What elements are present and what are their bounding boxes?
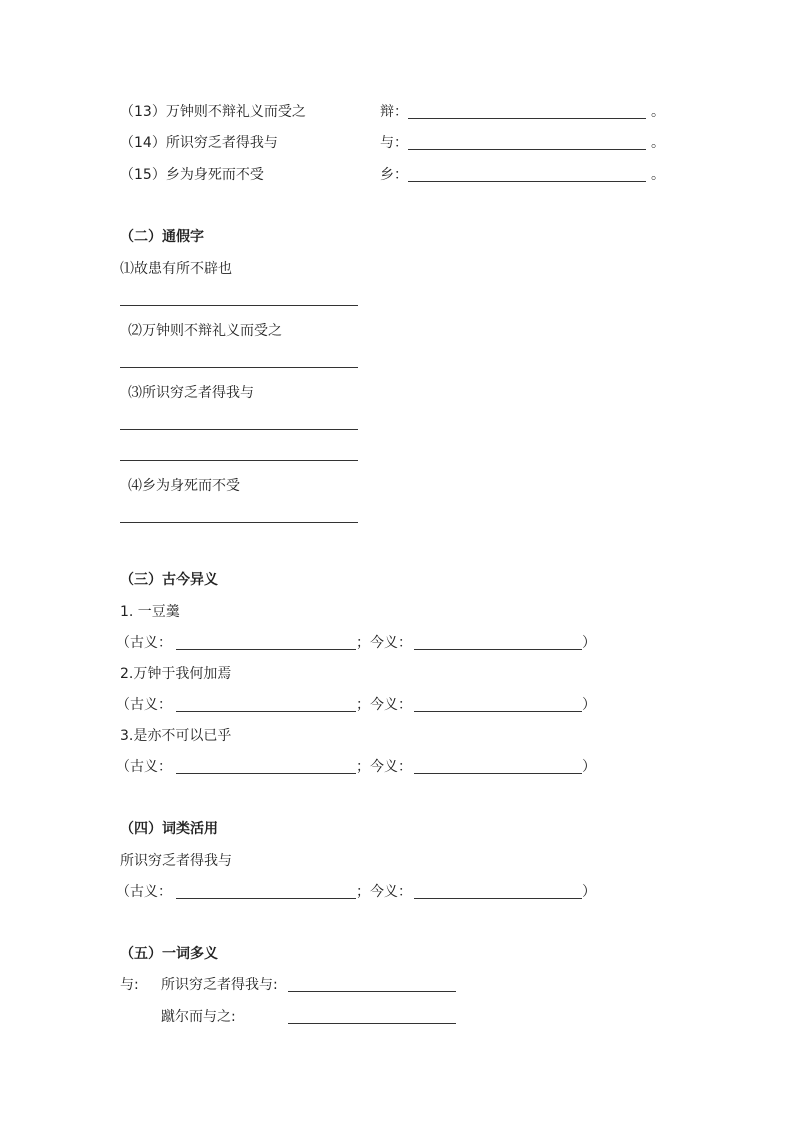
- gujin-2-old-line[interactable]: [176, 711, 356, 712]
- yici-char: 与:: [120, 977, 139, 993]
- item-15-period: 。: [651, 167, 665, 183]
- gujin-2-close: ）: [582, 697, 596, 713]
- gujin-1-new-label: ；今义：: [356, 635, 412, 651]
- item-13-period: 。: [651, 104, 665, 120]
- cilei-item-1: 所识穷乏者得我与: [120, 853, 232, 869]
- gujin-2-new-line[interactable]: [414, 711, 582, 712]
- tongjiazi-item-1: ⑴故患有所不辟也: [120, 261, 232, 277]
- cilei-new-line[interactable]: [414, 898, 582, 899]
- gujin-1-old-label: （古义：: [116, 635, 172, 651]
- gujin-2-new-label: ；今义：: [356, 697, 412, 713]
- cilei-old-label: （古义：: [116, 884, 172, 900]
- item-15-answer-line[interactable]: [408, 181, 646, 182]
- yici-item-2: 蹴尔而与之:: [161, 1009, 236, 1025]
- item-15-text: （15）乡为身死而不受: [120, 167, 264, 183]
- yici-answer-line-1[interactable]: [288, 991, 456, 992]
- section-tongjiazi-title: （二）通假字: [120, 229, 204, 245]
- gujin-item-3: 3.是亦不可以已乎: [120, 728, 232, 744]
- yici-item-1: 所识穷乏者得我与:: [161, 977, 278, 993]
- gujin-2-old-label: （古义：: [116, 697, 172, 713]
- section-yici-title: （五）一词多义: [120, 946, 218, 962]
- gujin-1-new-line[interactable]: [414, 649, 582, 650]
- section-gujin-title: （三）古今异义: [120, 572, 218, 588]
- cilei-new-label: ；今义：: [356, 884, 412, 900]
- gujin-3-close: ）: [582, 759, 596, 775]
- yici-answer-line-2[interactable]: [288, 1023, 456, 1024]
- tongjiazi-item-3: ⑶所识穷乏者得我与: [128, 385, 254, 401]
- cilei-old-line[interactable]: [176, 898, 356, 899]
- gujin-item-2: 2.万钟于我何加焉: [120, 666, 232, 682]
- tongjiazi-answer-line-3a[interactable]: [120, 429, 358, 430]
- tongjiazi-answer-line-2[interactable]: [120, 367, 358, 368]
- gujin-1-close: ）: [582, 635, 596, 651]
- item-14-answer-line[interactable]: [408, 149, 646, 150]
- item-13-label: 辩：: [380, 104, 408, 120]
- section-cilei-title: （四）词类活用: [120, 821, 218, 837]
- gujin-3-old-line[interactable]: [176, 773, 356, 774]
- item-13-answer-line[interactable]: [408, 118, 646, 119]
- gujin-3-new-line[interactable]: [414, 773, 582, 774]
- tongjiazi-item-4: ⑷乡为身死而不受: [128, 478, 240, 494]
- item-14-text: （14）所识穷乏者得我与: [120, 135, 278, 151]
- item-15-label: 乡：: [380, 167, 408, 183]
- tongjiazi-item-2: ⑵万钟则不辩礼义而受之: [128, 323, 282, 339]
- item-13-text: （13）万钟则不辩礼义而受之: [120, 104, 306, 120]
- gujin-1-old-line[interactable]: [176, 649, 356, 650]
- tongjiazi-answer-line-3b[interactable]: [120, 460, 358, 461]
- gujin-3-old-label: （古义：: [116, 759, 172, 775]
- gujin-item-1: 1. 一豆羹: [120, 604, 180, 620]
- gujin-3-new-label: ；今义：: [356, 759, 412, 775]
- cilei-close: ）: [582, 884, 596, 900]
- item-14-period: 。: [651, 135, 665, 151]
- tongjiazi-answer-line-1[interactable]: [120, 305, 358, 306]
- item-14-label: 与：: [380, 135, 408, 151]
- tongjiazi-answer-line-4[interactable]: [120, 522, 358, 523]
